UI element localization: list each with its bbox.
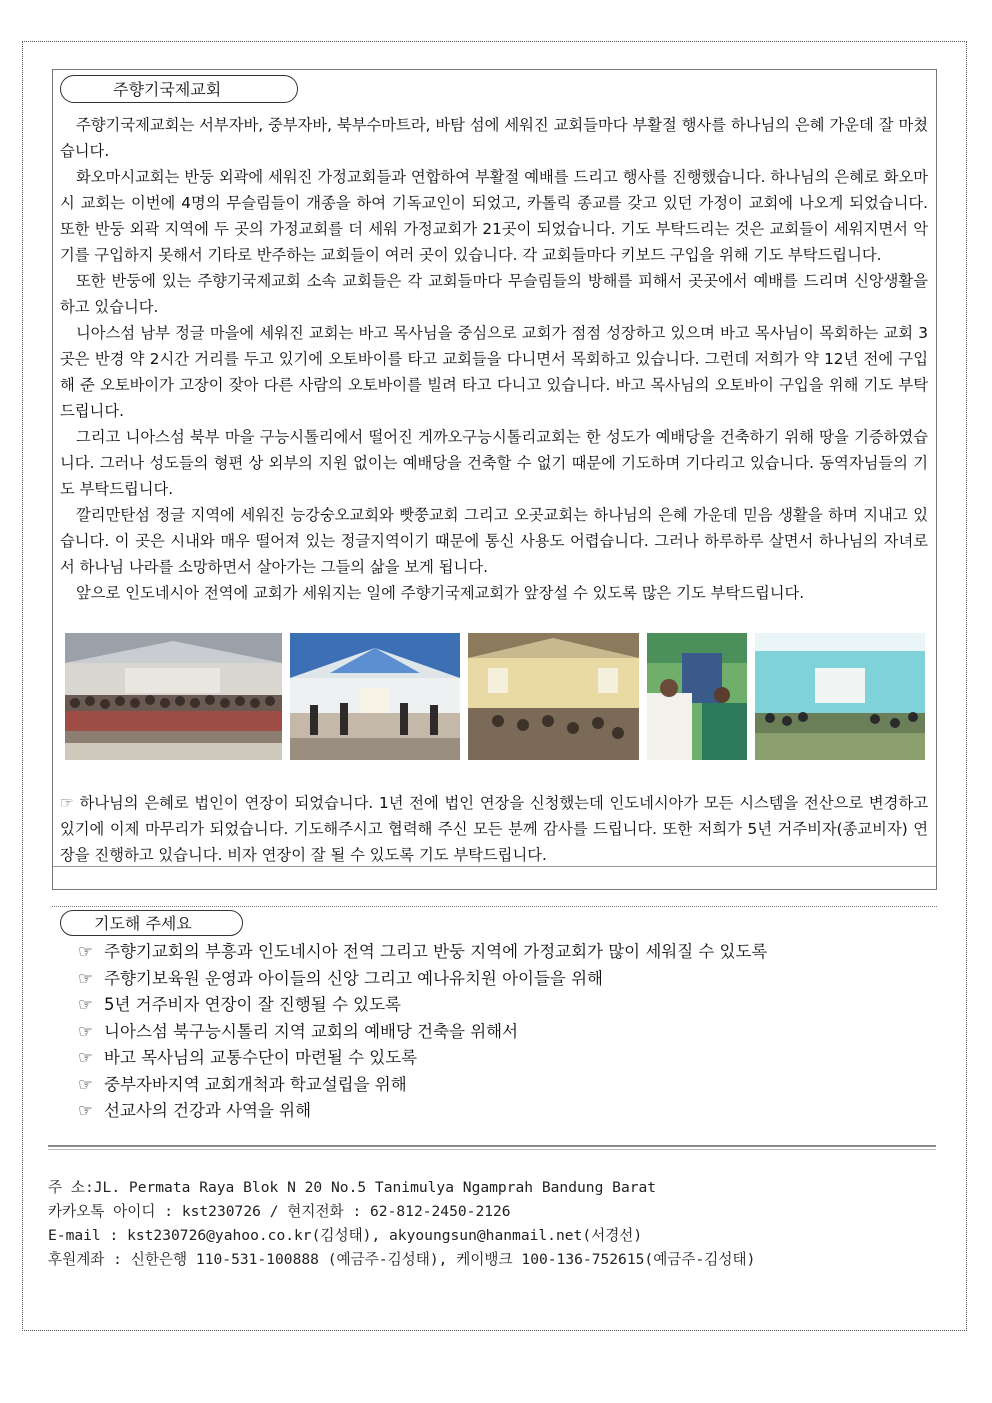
footer-rule-thin (48, 1149, 936, 1150)
email[interactable]: E-mail : kst230726@yahoo.co.kr(김성태), akyoungsun@hanmail.net(서경선) (48, 1227, 643, 1244)
pointing-hand-icon: ☞ (60, 794, 74, 812)
article-body (60, 112, 928, 606)
paragraph: 화오마시교회는 반둥 외곽에 세워진 가정교회들과 연합하여 부활절 예배를 드리고 행사를 진행했습니다. 하나님의 은혜로 화오마시 교회는 이번에 4명의 무슬림들이 개종을 하여 기독교인이 되었고, 카톨릭 종교를 갖고 있던 가정이 교회에 나오게 되었습니다. 또한 반둥 외곽 지역에 두 곳의 가정교회를 더 세워 가정교회가 21곳이 되었습니다. 기도 부탁드리는 것은 교회들이 세워지면서 악기를 구입하지 못해서 기타로 반주하는 교회들이 여러 곳이 있습니다. 각 교회들마다 키보드 구입을 위해 기도 부탁드립니다. (60, 168, 928, 264)
pointing-hand-icon: ☞ (78, 942, 93, 961)
paragraph: 또한 반둥에 있는 주향기국제교회 소속 교회들은 각 교회들마다 무슬림들의 방해를 피해서 곳곳에서 예배를 드리며 신앙생활을 하고 있습니다. (60, 272, 928, 316)
prayer-item: ☞ 니아스섬 북구능시톨리 지역 교회의 예배당 건축을 위해서 (78, 1019, 767, 1046)
prayer-item: ☞ 선교사의 건강과 사역을 위해 (78, 1098, 767, 1125)
photo-children-chapel (468, 633, 639, 760)
notice-text: 하나님의 은혜로 법인이 연장이 되었습니다. 1년 전에 법인 연장을 신청했는데 인도네시아가 모든 시스템을 전산으로 변경하고 있기에 이제 마무리가 되었습니다. 기도해주시고 협력해 주신 모든 분께 감사를 드립니다. 또한 저희가 5년 거주비자(종교비자) 연장을 진행하고 있습니다. 비자 연장이 잘 될 수 있도록 기도 부탁드립니다. (60, 794, 928, 864)
pointing-hand-icon: ☞ (78, 1048, 93, 1067)
prayer-item: ☞ 중부자바지역 교회개척과 학교설립을 위해 (78, 1072, 767, 1099)
footer-rule (48, 1145, 936, 1147)
prayer-item: ☞ 5년 거주비자 연장이 잘 진행될 수 있도록 (78, 992, 767, 1019)
paragraph: 주향기국제교회는 서부자바, 중부자바, 북부수마트라, 바탐 섬에 세워진 교회들마다 부활절 행사를 하나님의 은혜 가운데 잘 마쳤습니다. (60, 116, 928, 160)
prayer-item: ☞ 주향기보육원 운영과 아이들의 신앙 그리고 예나유치원 아이들을 위해 (78, 966, 767, 993)
prayer-title: 기도해 주세요 (60, 910, 243, 936)
paragraph: 그리고 니아스섬 북부 마을 구능시톨리에서 떨어진 게까오구능시톨리교회는 한 성도가 예배당을 건축하기 위해 땅을 기증하였습니다. 그러나 성도들의 형편 상 외부의 지원 없이는 예배당을 건축할 수 없기 때문에 기도하며 기다리고 있습니다. 동역자님들의 기도 부탁드립니다. (60, 428, 928, 498)
paragraph: 깔리만탄섬 정글 지역에 세워진 능강숭오교회와 빳쭝교회 그리고 오곳교회는 하나님의 은혜 가운데 믿음 생활을 하며 지내고 있습니다. 이 곳은 시내와 매우 떨어져 있는 정글지역이기 때문에 통신 사용도 어렵습니다. 그러나 하루하루 살면서 하나님의 자녀로서 하나님 나라를 소망하면서 살아가는 그들의 삶을 보게 됩니다. (60, 506, 928, 576)
section-separator (52, 906, 937, 907)
photo-group-hall (65, 633, 282, 760)
prayer-item: ☞ 주향기교회의 부흥과 인도네시아 전역 그리고 반둥 지역에 가정교회가 많이 세워질 수 있도록 (78, 939, 767, 966)
contact-info (48, 1176, 755, 1272)
pointing-hand-icon: ☞ (78, 1021, 93, 1041)
paragraph: 니아스섬 남부 정글 마을에 세워진 교회는 바고 목사님을 중심으로 교회가 점점 성장하고 있으며 바고 목사님이 목회하는 교회 3곳은 반경 약 2시간 거리를 두고 있기에 오토바이를 타고 교회들을 다니면서 목회하고 있습니다. 그런데 저희가 약 12년 전에 구입해 준 오토바이가 고장이 잦아 다른 사람의 오토바이를 빌려 타고 다니고 있습니다. 바고 목사님의 오토바이 구입을 위해 기도 부탁드립니다. (60, 324, 928, 420)
photo-strip (65, 633, 925, 760)
pointing-hand-icon: ☞ (78, 1101, 93, 1120)
kakao-phone: 카카오톡 아이디 : kst230726 / 현지전화 : 62-812-2450-2126 (48, 1203, 511, 1220)
pointing-hand-icon: ☞ (78, 1074, 93, 1094)
pointing-hand-icon: ☞ (78, 968, 93, 988)
photo-church-interior (290, 633, 460, 760)
photo-teal-hall (755, 633, 925, 760)
address: 주 소:JL. Permata Raya Blok N 20 No.5 Tanimulya Ngamprah Bandung Barat (48, 1179, 657, 1196)
prayer-item: ☞ 바고 목사님의 교통수단이 마련될 수 있도록 (78, 1045, 767, 1072)
paragraph: 앞으로 인도네시아 전역에 교회가 세워지는 일에 주향기국제교회가 앞장설 수 있도록 많은 기도 부탁드립니다. (76, 584, 805, 602)
pointing-hand-icon: ☞ (78, 995, 93, 1014)
section-title: 주향기국제교회 (60, 75, 298, 103)
bank-account: 후원계좌 : 신한은행 110-531-100888 (예금주-김성태), 케이뱅크 100-136-752615(예금주-김성태) (48, 1251, 756, 1268)
prayer-list (78, 939, 767, 1125)
photo-baptism (647, 633, 747, 760)
notice (60, 790, 928, 868)
